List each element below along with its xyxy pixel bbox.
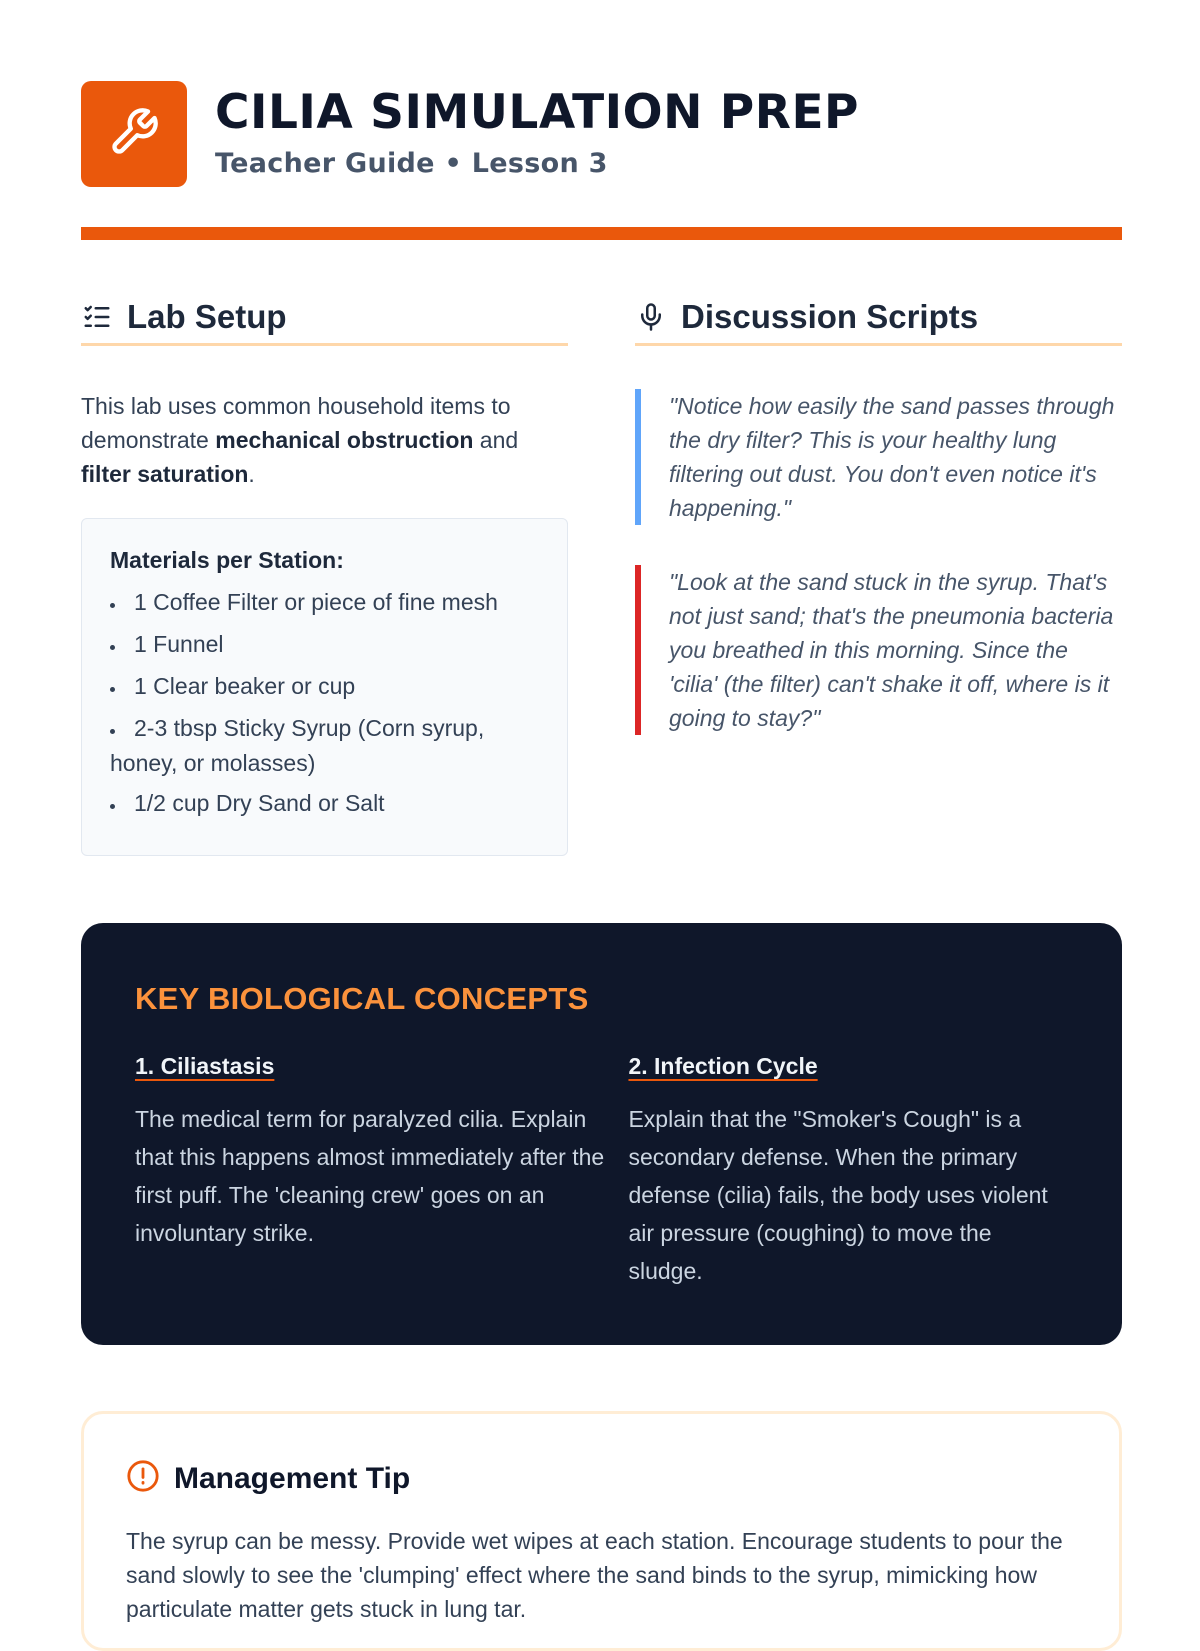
concept-infection-cycle: [628, 1053, 1068, 1290]
wrench-icon: [108, 106, 160, 163]
management-tip-box: [81, 1411, 1122, 1651]
header-divider: [81, 227, 1122, 240]
discussion-header: [635, 290, 1122, 346]
key-concepts-panel: [81, 923, 1122, 1345]
intro-emphasis-obstruction: mechanical obstruction: [215, 427, 474, 453]
lab-setup-section: [81, 290, 568, 856]
lab-setup-intro: [81, 389, 568, 491]
concept-heading: 1. Ciliastasis: [135, 1053, 275, 1079]
header: [81, 81, 859, 187]
alert-circle-icon: [126, 1459, 160, 1498]
intro-text-and: and: [473, 427, 519, 453]
intro-text: This lab uses common household items to demonstrate: [81, 393, 511, 453]
page-title: CILIA SIMULATION PREP: [215, 84, 859, 140]
list-item: • 1 Clear beaker or cup: [110, 670, 539, 705]
materials-list: [110, 586, 539, 822]
lab-setup-heading: Lab Setup: [127, 297, 287, 335]
page-subtitle: Teacher Guide • Lesson 3: [215, 148, 608, 180]
list-item: • 1/2 cup Dry Sand or Salt: [110, 787, 539, 822]
materials-title: Materials per Station:: [110, 547, 344, 573]
concept-ciliastasis: [135, 1053, 628, 1290]
discussion-heading: Discussion Scripts: [681, 297, 979, 335]
key-concepts-title: KEY BIOLOGICAL CONCEPTS: [135, 981, 589, 1016]
management-tip-text: The syrup can be messy. Provide wet wipes at each station. Encourage students to pour the sand slowly to see the 'clumping' effect where the sand binds to the syrup, mimicking how particulate matter gets stuck in lung tar.: [126, 1528, 1063, 1622]
management-tip-title: Management Tip: [174, 1461, 411, 1495]
list-item: • 1 Coffee Filter or piece of fine mesh: [110, 586, 539, 621]
discussion-quote-dry-filter: "Notice how easily the sand passes through the dry filter? This is your healthy lung filtering out dust. You don't even notice it's happening.": [635, 389, 1122, 525]
microphone-icon: [635, 301, 667, 333]
concept-heading: 2. Infection Cycle: [628, 1053, 818, 1079]
discussion-section: [635, 290, 1122, 735]
concept-text: The medical term for paralyzed cilia. Explain that this happens almost immediately after the first puff. The 'cleaning crew' goes on an involuntary strike.: [135, 1106, 605, 1246]
list-item: • 2-3 tbsp Sticky Syrup (Corn syrup, honey, or molasses): [110, 712, 539, 780]
lab-setup-header: [81, 290, 568, 346]
intro-text-end: .: [248, 461, 255, 487]
materials-box: [81, 518, 568, 856]
intro-emphasis-saturation: filter saturation: [81, 461, 249, 487]
logo: [81, 81, 187, 187]
list-item: • 1 Funnel: [110, 628, 539, 663]
concept-text: Explain that the "Smoker's Cough" is a secondary defense. When the primary defense (cilia) fails, the body uses violent air pressure (coughing) to move the sludge.: [628, 1106, 1048, 1284]
checklist-icon: [81, 301, 113, 333]
discussion-quote-syrup: "Look at the sand stuck in the syrup. That's not just sand; that's the pneumonia bacteria you breathed in this morning. Since the 'cilia' (the filter) can't shake it off, where is it going to stay?": [635, 565, 1122, 735]
